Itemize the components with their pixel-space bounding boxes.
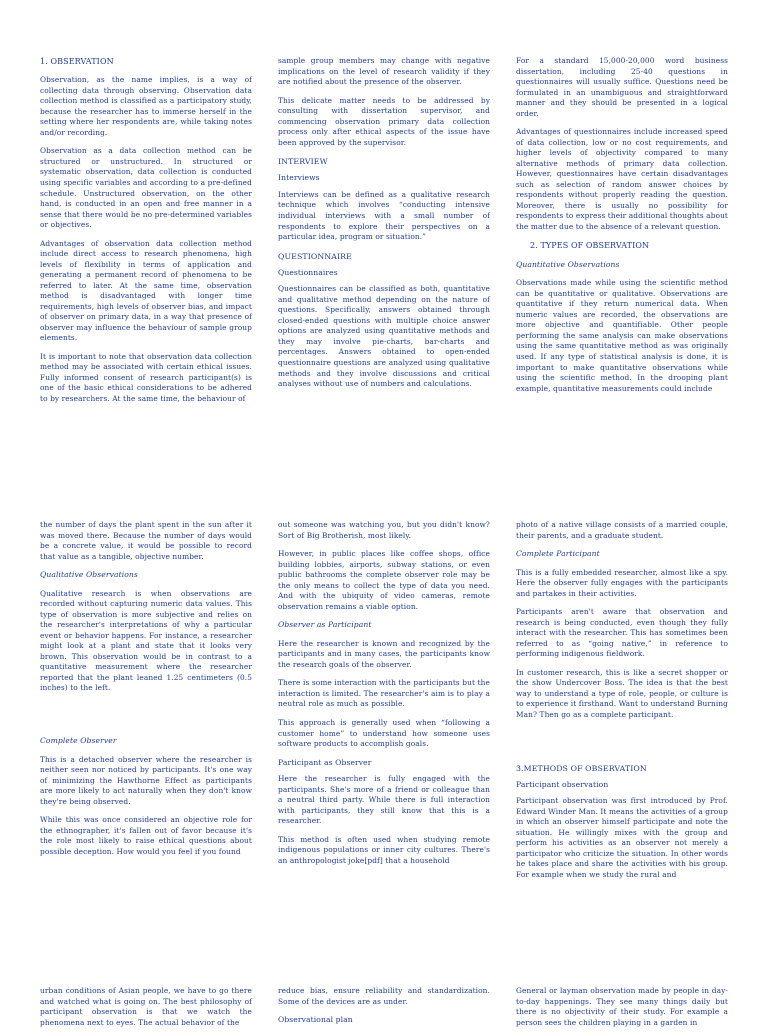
paragraph: Interviews can be defined as a qualitative research technique which involves “conducting intensive individual interviews with a small number of respondents to explore their perspectives on a particular idea, program or situation.”: [278, 189, 490, 242]
paragraph: Observations made while using the scientific method can be quantitative or qualitative. Observations are quantitative if they return numerical data. When numeric values are recorded, the observations are more objective and quantifiable. Other people performing the same analysis can make observations using the same quantitative method as was originally used. If any type of statistical analysis is done, it is important to make quantitative observations while using the scientific method. In the drooping plant example, quantitative measurements could include: [516, 278, 728, 393]
subheading: Observer as Participant: [278, 620, 372, 630]
paragraph: Here the researcher is fully engaged with the participants. She's more of a friend or colleague than a neutral third party. While there is full interaction with participants, they still know that this is a researcher.: [278, 774, 490, 826]
subheading: Participant observation: [516, 779, 609, 789]
paragraph: This delicate matter needs to be addressed by consulting with dissertation supervisor, and commencing observation primary data collection process only after ethical aspects of the issue have been approved by the supervisor.: [278, 95, 490, 147]
paragraph: Advantages of questionnaires include increased speed of data collection, low or no cost requirements, and higher levels of objectivity compared to many alternative methods of primary data collection. However, questionnaires have certain disadvantages such as selection of random answer choices by respondents without properly reading the question. Moreover, there is usually no possibility for respondents to express their additional thoughts about the matter due to the absence of a relevant question.: [516, 127, 729, 231]
paragraph: Questionnaires can be classified as both, quantitative and qualitative method depending on the nature of questions. Specifically, answers obtained through closed-ended questions with multiple choice answer options are analyzed using quantitative methods and they may involve pie-charts, bar-charts and percentages. Answers obtained to open-ended questionnaire questions are analyzed using qualitative methods and they involve discussions and critical analyses without use of numbers and calculations.: [278, 284, 490, 389]
paragraph: Advantages of observation data collection method include direct access to research phenomena, high levels of flexibility in terms of application and generating a permanent record of phenomena to be referred to later. At the same time, observation method is disadvantaged with longer time requirements, high levels of observer bias, and impact of observer on primary data, in a way that presence of observer may influence the behaviour of sample group elements.: [40, 238, 252, 343]
paragraph: reduce bias, ensure reliability and standardization. Some of the devices are as under.: [278, 986, 490, 1006]
paragraph: For a standard 15,000-20,000 word business dissertation, including 25-40 questions in questionnaires will usually suffice. Questions need be formulated in an unambiguous and straightforward manner and they should be presented in a logical order.: [516, 56, 728, 118]
subheading: Interviews: [278, 173, 320, 183]
paragraph: Participant observation was first introduced by Prof. Edward Winder Man. It means the activities of a group in which an observer himself participate and note the situation. He willingly mixes with the group and perform his activities as an observer not merely a participator who criticize the situation. In other words he takes place and share the activities with his group. For example when we study the rural and: [516, 796, 728, 879]
subheading: Observational plan: [278, 1015, 353, 1025]
paragraph: out someone was watching you, but you didn't know? Sort of Big Brotherish, most likely.: [278, 520, 490, 540]
paragraph: It is important to note that observation data collection method may be associated with certain ethical issues. Fully informed consent of research participant(s) is one of the basic ethical considerations to be adhered to by researchers. At the same time, the behaviour of: [40, 351, 252, 403]
row1-column2: [278, 56, 490, 398]
paragraph: the number of days the plant spent in the sun after it was moved there. Because the number of days would be a concrete value, it would be possible to record that value as a tangible, objective number.: [40, 520, 252, 561]
paragraph: This is a detached observer where the researcher is neither seen nor noticed by participants. It's one way of minimizing the Hawthorne Effect as participants are more likely to act naturally when they don't know they're being observed.: [40, 754, 252, 806]
paragraph: However, in public places like coffee shops, office building lobbies, airports, subway stations, or even public bathrooms the complete observer role may be the only means to collect the type of data you need. And with the ubiquity of video cameras, remote observation remains a viable option.: [278, 549, 490, 611]
paragraph: Observation as a data collection method can be structured or unstructured. In structured or systematic observation, data collection is conducted using specific variables and according to a pre-defined schedule. Unstructured observation, on the other hand, is conducted in an open and free manner in a sense that there would be no pre-determined variables or objectives.: [40, 146, 252, 230]
subheading: Questionnaires: [278, 267, 338, 277]
row3-column1: [40, 986, 252, 1036]
row3-column3: [516, 986, 728, 1036]
paragraph: Observation, as the name implies, is a way of collecting data through observing. Observation data collection method is classified as a participatory study, because the researcher has to immerse herself in the setting where her respondents are, while taking notes and/or recording.: [40, 75, 252, 137]
subheading: Complete Observer: [40, 736, 117, 745]
row2-column1: [40, 520, 252, 865]
section-heading: INTERVIEW: [278, 157, 328, 167]
row2-column3: [516, 520, 728, 888]
section-heading: 2. TYPES OF OBSERVATION: [530, 241, 650, 251]
row1-column3: [516, 56, 728, 402]
paragraph: sample group members may change with negative implications on the level of research validity if they are notified about the presence of the observer.: [278, 56, 490, 87]
spacer: [40, 702, 252, 736]
subheading: Complete Participant: [516, 549, 600, 559]
paragraph: This approach is generally used when “following a customer home” to understand how someone uses software products to accomplish goals.: [278, 718, 490, 749]
paragraph: Here the researcher is known and recognized by the participants and in many cases, the participants know the research goals of the observer.: [278, 638, 490, 669]
section-heading: QUESTIONNAIRE: [278, 251, 352, 261]
paragraph: Qualitative research is when observations are recorded without capturing numeric data values. This type of observation is more subjective and relies on the researcher's interpretations of why a particular event or behavior happens. For instance, a researcher might look at a plant and state that it looks very brown. This observation would be in contrast to a quantitative measurement where the researcher reported that the plant leaned 1.25 centimeters (0.5 inches) to the left.: [40, 588, 252, 693]
subheading: Participant as Observer: [278, 757, 372, 767]
section-heading: 1. OBSERVATION: [40, 57, 114, 66]
subheading: Qualitative Observations: [40, 570, 138, 580]
paragraph: In customer research, this is like a secret shopper or the show Undercover Boss. The idea is that the best way to understand a type of role, people, or culture is to experience it firsthand. Want to understand Burning Man? Then go as a complete participant.: [516, 667, 728, 719]
paragraph: This is a fully embedded researcher, almost like a spy. Here the observer fully engages with the participants and partakes in their activities.: [516, 567, 728, 598]
paragraph: General or layman observation made by people in day-to-day happenings. They see many things daily but there is no objectivity of their study. For example a person sees the children playing in a garden in: [516, 986, 728, 1027]
paragraph: photo of a native village consists of a married couple, their parents, and a graduate student.: [516, 520, 728, 540]
row3-column2: [278, 986, 490, 1032]
subheading: Quantitative Observations: [516, 259, 620, 269]
paragraph: While this was once considered an objective role for the ethnographer, it's fallen out of favor because it's the role most likely to raise ethical questions about possible deception. How would you feel if you found: [40, 815, 252, 856]
paragraph: There is some interaction with the participants but the interaction is limited. The researcher's aim is to play a neutral role as much as possible.: [278, 678, 490, 709]
paragraph: urban conditions of Asian people, we have to go there and watched what is going on. The best philosophy of participant observation is that we watch the phenomena next to eyes. The actual behavior of the: [40, 986, 252, 1027]
paragraph: Participants aren't aware that observation and research is being conducted, even though they fully interact with the researcher. This has sometimes been referred to as “going native,” in reference to performing indigenous fieldwork.: [516, 607, 728, 659]
row1-column1: [40, 56, 252, 412]
spacer: [516, 729, 728, 763]
paragraph: This method is often used when studying remote indigenous populations or inner city cultures. There's an anthropologist joke[pdf] that a household: [278, 834, 490, 865]
section-heading: 3.METHODS OF OBSERVATION: [516, 763, 647, 773]
row2-column2: [278, 520, 490, 874]
